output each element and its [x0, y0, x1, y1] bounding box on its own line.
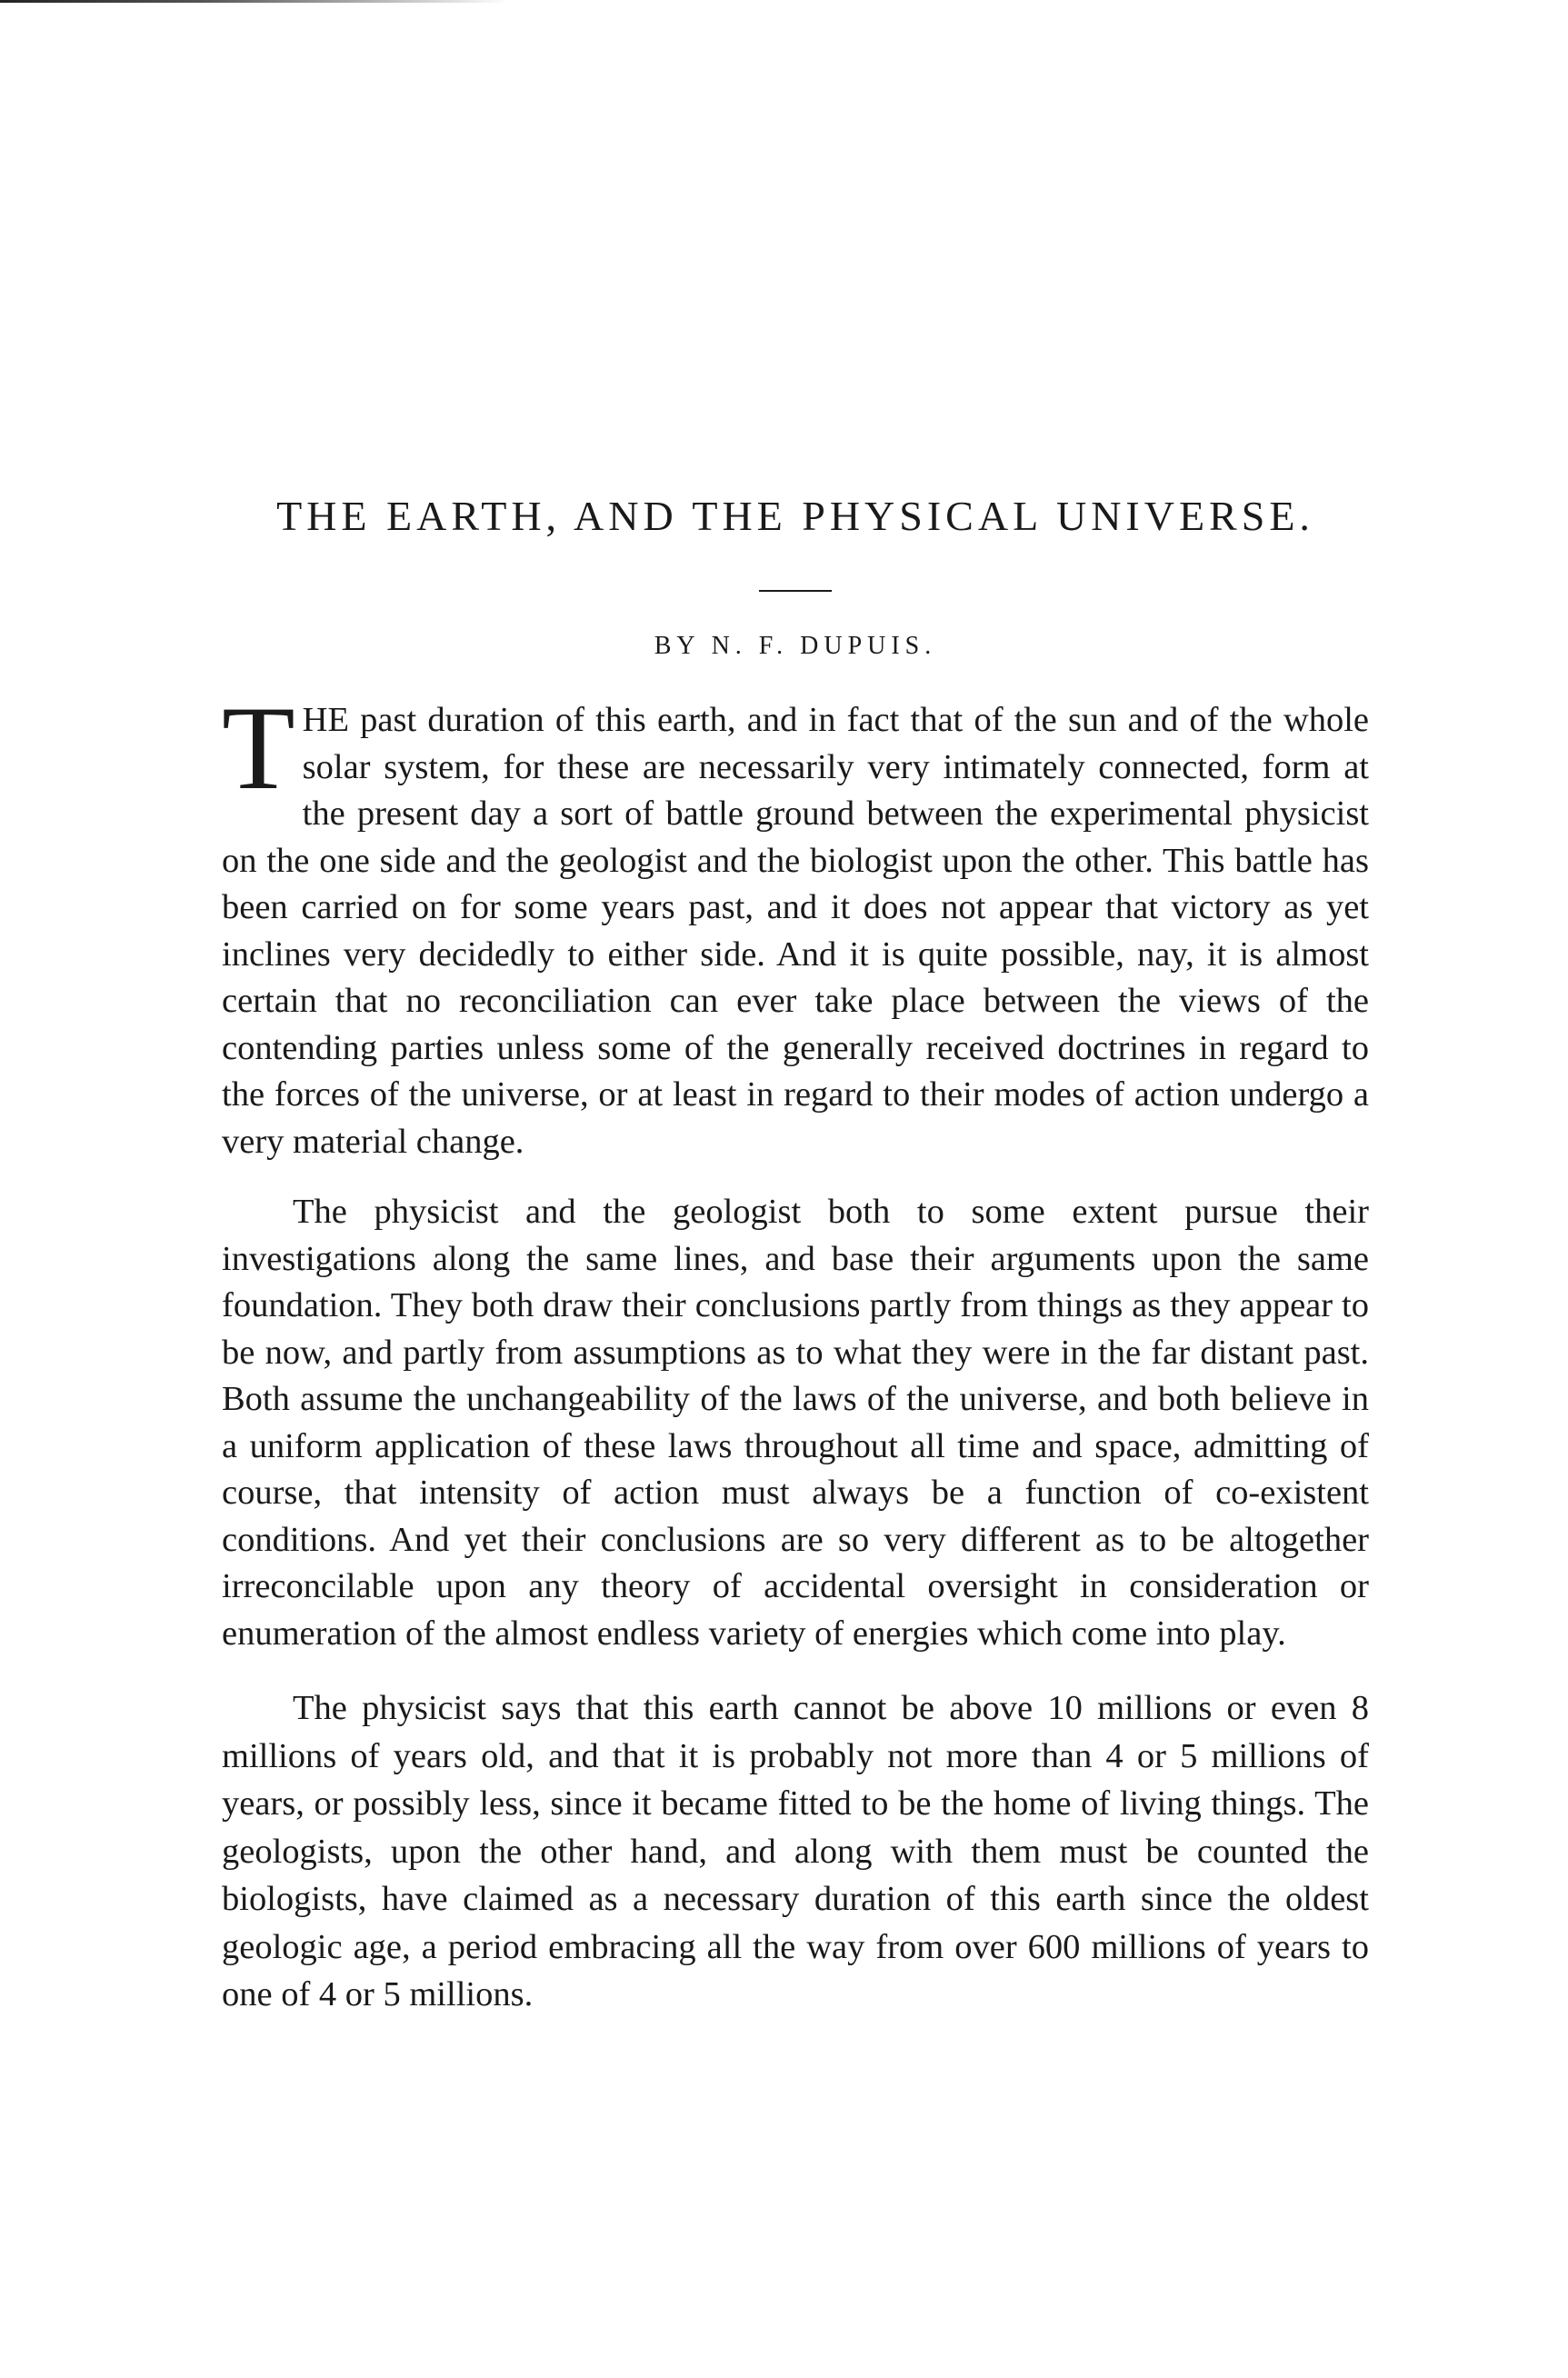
article-title: THE EARTH, AND THE PHYSICAL UNIVERSE. [276, 493, 1314, 539]
paragraph-2: The physicist and the geologist both to some extent pursue their investigations along the same lines, and base their arguments upon the same foundation. They both draw their conclusions partly from things as they appear to be now, and partly from assumptions as to what they were in the far distant past. Both assume the unchangeability of the laws of the universe, and both believe in a uniform application of these laws throughout all time and space, admitting of course, that intensity of action must always be a function of co-existent conditions. And yet their conclusions are so very different as to be altogether irreconcilable upon any theory of accidental oversight in consideration or enumeration of the almost endless variety of energies which come into play. [222, 1193, 1369, 1653]
paragraph-1-text: HE past duration of this earth, and in fact that of the sun and of the whole solar system, for these are necessarily very intimately connected, form at the present day a sort of battle ground between the experimental physicist on the one side and the geologist and the biologist upon the other. This battle has been carried on for some years past, and it does not appear that victory as yet inclines very decidedly to either side. And it is quite possible, nay, it is almost certain that no reconciliation can ever take place between the views of the contending parties unless some of the generally received doctrines in regard to the forces of the universe, or at least in regard to their modes of action undergo a very material change. [222, 701, 1369, 1161]
drop-cap: T [222, 681, 295, 814]
article [222, 495, 1369, 2019]
paragraph-1 [222, 681, 1369, 1165]
title-rule [759, 590, 832, 592]
paragraph-3: The physicist says that this earth cannot be above 10 millions or even 8 millions of years old, and that it is probably not more than 4 or 5 millions of years, or possibly less, since it became fitted to be the home of living things. The geologists, upon the other hand, and along with them must be counted the biologists, have claimed as a necessary duration of this earth since the oldest geologic age, a period embracing all the way from over 600 millions of years to one of 4 or 5 millions. [222, 1689, 1369, 2013]
article-byline: BY N. F. DUPUIS. [654, 632, 937, 660]
scan-edge-artifact [0, 0, 509, 3]
